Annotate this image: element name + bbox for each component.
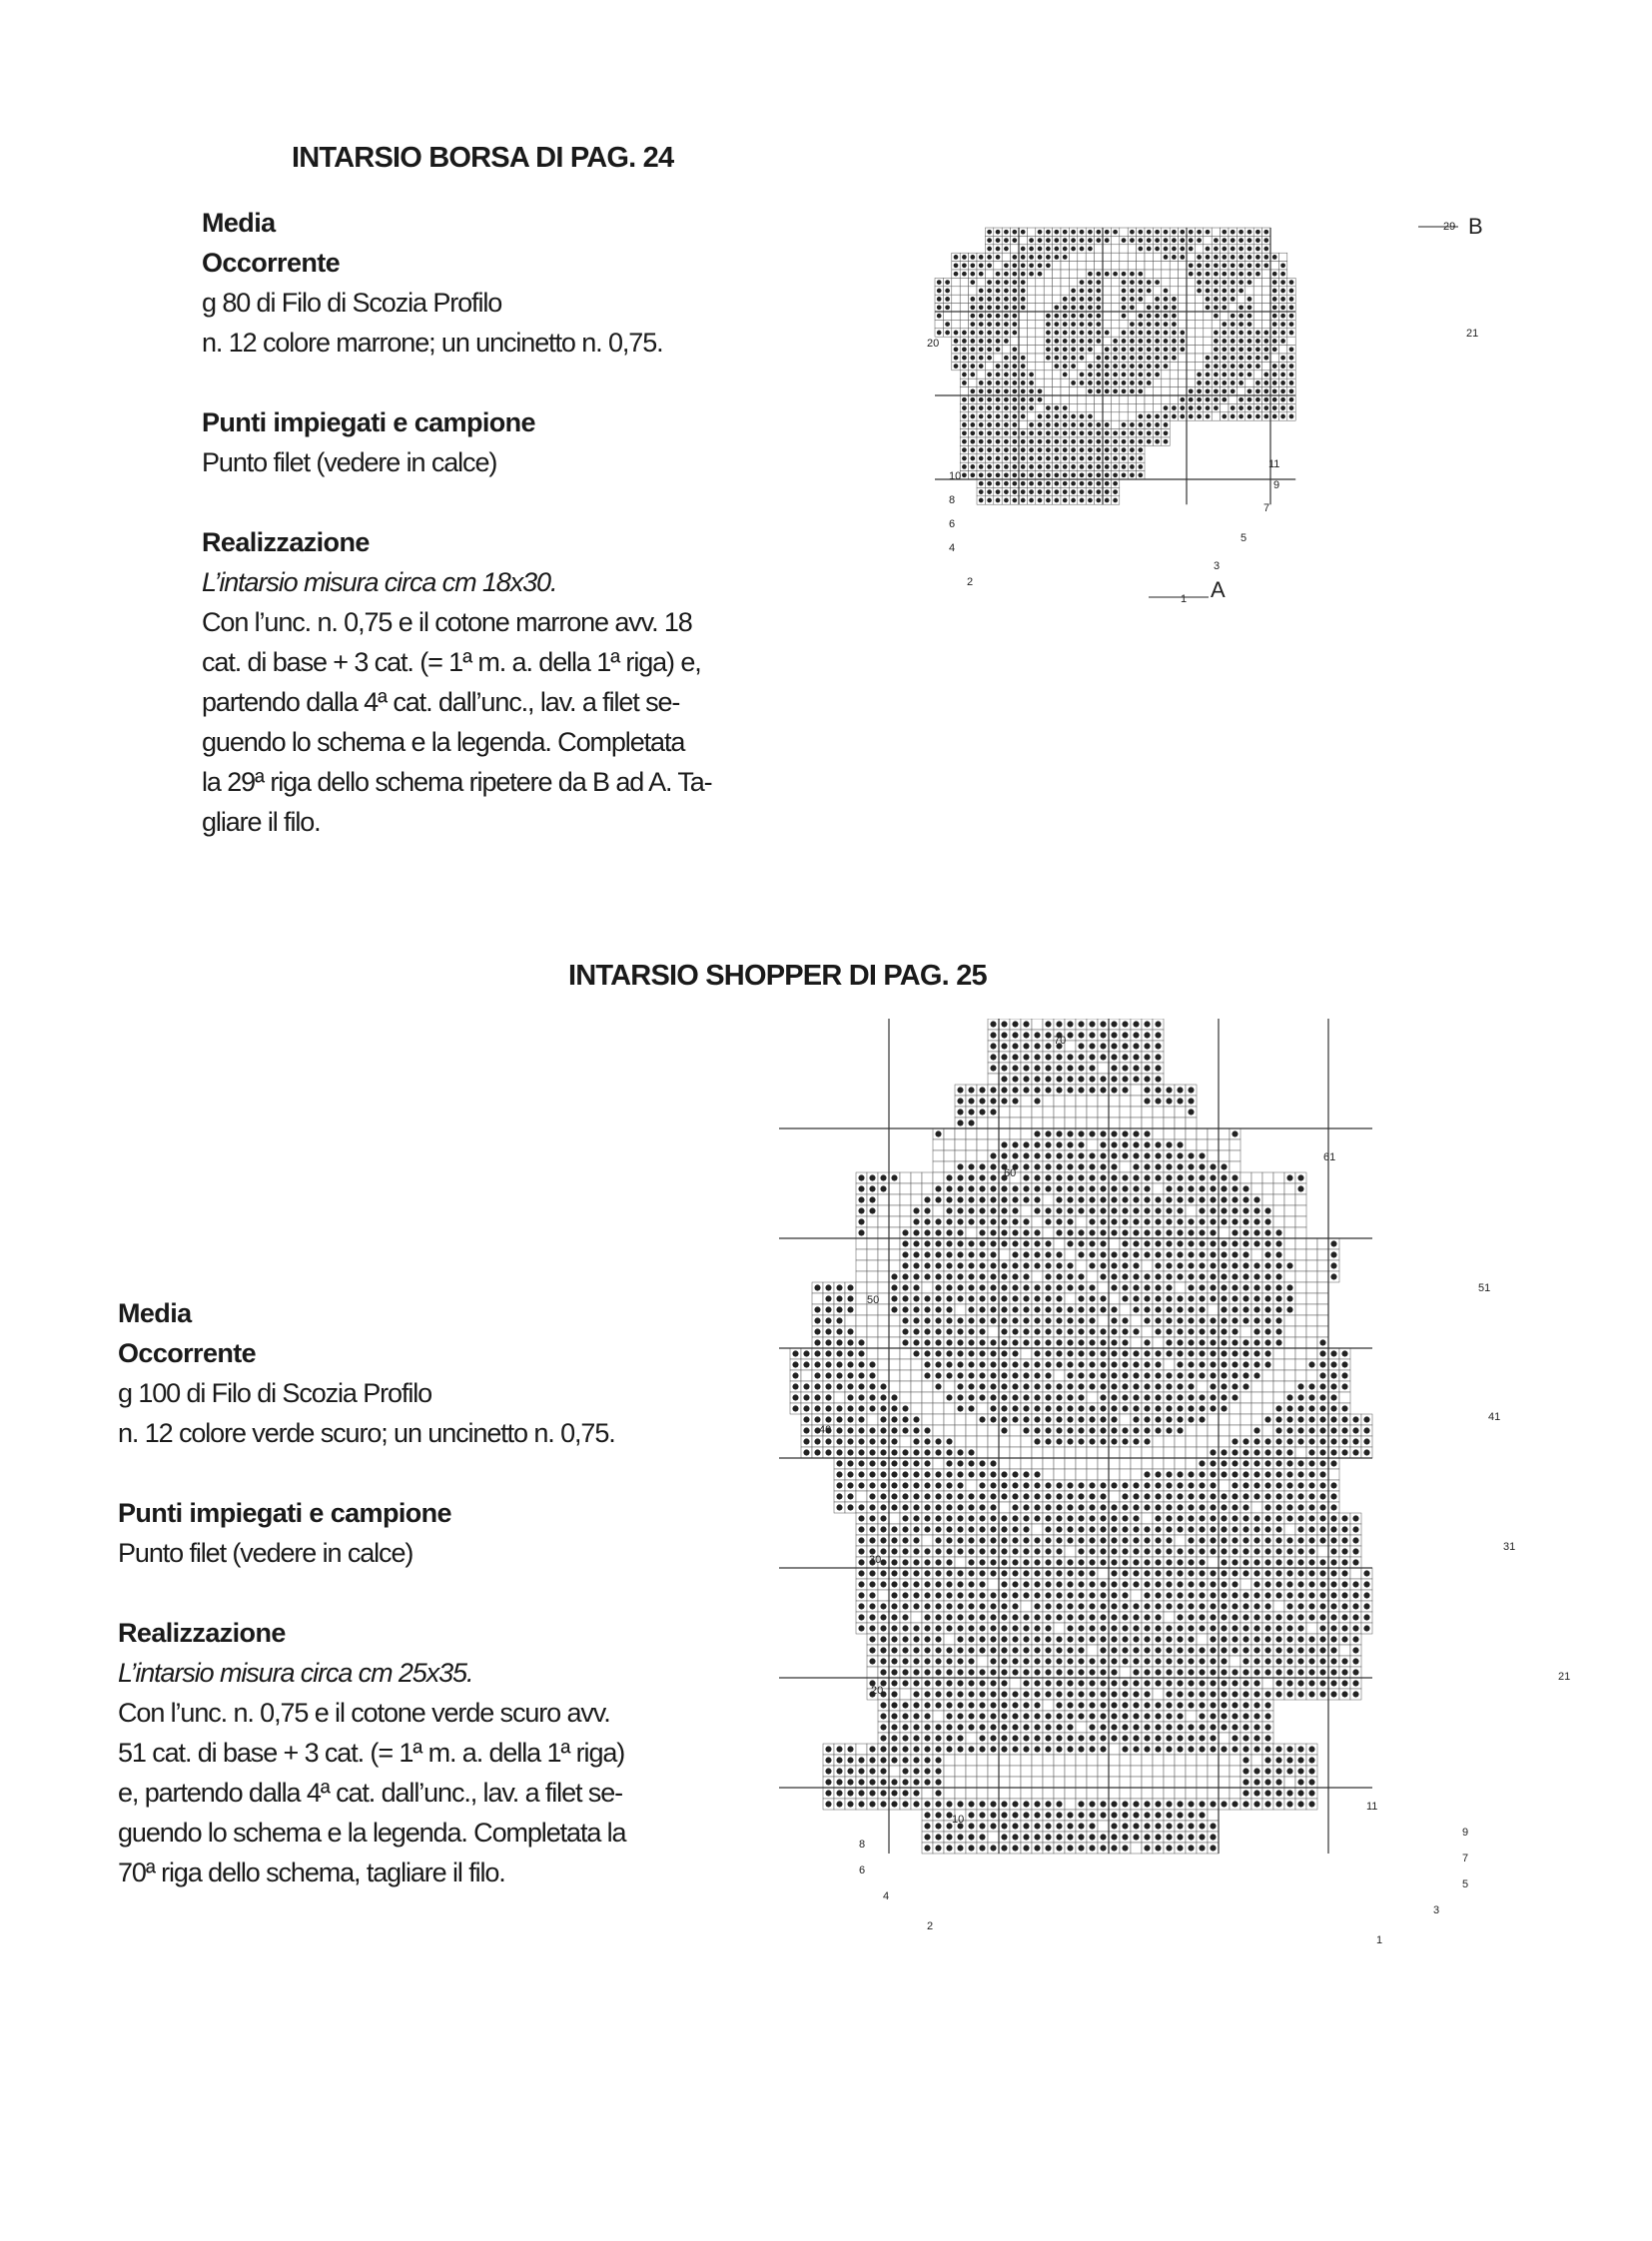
chart-grid xyxy=(779,1019,1372,1854)
instruction-line: gliare il filo. xyxy=(202,807,321,837)
chart-grid xyxy=(935,228,1295,504)
row-label: 11 xyxy=(1268,458,1280,470)
row-label: 6 xyxy=(949,518,956,530)
row-label: 70 xyxy=(1054,1035,1067,1047)
row-label: 31 xyxy=(1503,1541,1516,1553)
row-label: 21 xyxy=(1466,328,1479,340)
row-label: 41 xyxy=(1488,1411,1501,1423)
filet-chart-borsa xyxy=(919,200,1498,619)
row-label: 20 xyxy=(927,338,940,350)
instruction-line: partendo dalla 4ª cat. dall’unc., lav. a filet se- xyxy=(202,687,680,717)
row-label: 7 xyxy=(1462,1853,1469,1865)
row-label: 2 xyxy=(967,576,974,588)
row-label: 4 xyxy=(949,542,956,554)
occorrente-label: Occorrente xyxy=(118,1338,257,1368)
instruction-line: la 29ª riga dello schema ripetere da B ad A. Ta- xyxy=(202,767,712,797)
row-label: 8 xyxy=(949,494,956,506)
row-label: 11 xyxy=(1366,1801,1378,1813)
media-label: Media xyxy=(118,1298,192,1328)
text-column-borsa xyxy=(202,203,712,842)
punti-label: Punti impiegati e campione xyxy=(202,407,535,437)
row-label: 50 xyxy=(867,1294,880,1306)
row-label: 1 xyxy=(1181,593,1188,605)
instruction-line: guendo lo schema e la legenda. Completata xyxy=(202,727,685,757)
row-label: 10 xyxy=(952,1814,965,1826)
row-label: 61 xyxy=(1323,1151,1336,1163)
row-label: 3 xyxy=(1214,560,1221,572)
row-label: 29 xyxy=(1443,221,1456,233)
marker-b: B xyxy=(1468,214,1483,239)
row-label: 2 xyxy=(927,1920,934,1932)
instruction-line: cat. di base + 3 cat. (= 1ª m. a. della 1ª riga) e, xyxy=(202,647,701,677)
punti-text: Punto filet (vedere in calce) xyxy=(118,1538,413,1568)
row-label: 21 xyxy=(1558,1671,1571,1683)
row-label: 5 xyxy=(1462,1878,1469,1890)
row-label: 20 xyxy=(871,1685,884,1697)
row-label: 8 xyxy=(859,1839,866,1851)
row-label: 9 xyxy=(1273,479,1280,491)
row-label: 6 xyxy=(859,1865,866,1876)
instruction-line: 70ª riga dello schema, tagliare il filo. xyxy=(118,1858,505,1887)
row-label: 30 xyxy=(869,1554,882,1566)
punti-label: Punti impiegati e campione xyxy=(118,1498,451,1528)
row-label: 3 xyxy=(1433,1904,1440,1916)
occorrente-label: Occorrente xyxy=(202,248,341,278)
media-label: Media xyxy=(202,208,276,238)
instruction-line: guendo lo schema e la legenda. Completata la xyxy=(118,1818,626,1848)
occorrente-line: n. 12 colore marrone; un uncinetto n. 0,75. xyxy=(202,328,663,358)
occorrente-line: n. 12 colore verde scuro; un uncinetto n. 0,75. xyxy=(118,1418,615,1448)
row-label: 5 xyxy=(1240,532,1247,544)
size-note: L’intarsio misura circa cm 18x30. xyxy=(202,567,557,597)
realizzazione-label: Realizzazione xyxy=(118,1618,286,1648)
occorrente-line: g 100 di Filo di Scozia Profilo xyxy=(118,1378,432,1408)
text-column-shopper xyxy=(118,1293,625,1892)
row-label: 60 xyxy=(1004,1167,1017,1179)
size-note: L’intarsio misura circa cm 25x35. xyxy=(118,1658,473,1688)
row-label: 9 xyxy=(1462,1827,1469,1839)
instruction-line: 51 cat. di base + 3 cat. (= 1ª m. a. della 1ª riga) xyxy=(118,1738,625,1768)
filet-chart-shopper xyxy=(779,1019,1578,1957)
row-label: 10 xyxy=(949,470,962,482)
occorrente-line: g 80 di Filo di Scozia Profilo xyxy=(202,288,502,318)
row-label: 51 xyxy=(1478,1282,1491,1294)
section-title-shopper: INTARSIO SHOPPER DI PAG. 25 xyxy=(568,960,987,992)
row-label: 4 xyxy=(883,1890,890,1902)
realizzazione-label: Realizzazione xyxy=(202,527,370,557)
row-label: 7 xyxy=(1263,502,1270,514)
section-title-borsa: INTARSIO BORSA DI PAG. 24 xyxy=(292,142,674,174)
marker-a: A xyxy=(1211,577,1226,602)
instruction-line: e, partendo dalla 4ª cat. dall’unc., lav. a filet se- xyxy=(118,1778,623,1808)
row-label: 1 xyxy=(1376,1934,1383,1946)
instruction-line: Con l’unc. n. 0,75 e il cotone verde scuro avv. xyxy=(118,1698,610,1728)
instruction-line: Con l’unc. n. 0,75 e il cotone marrone avv. 18 xyxy=(202,607,692,637)
punti-text: Punto filet (vedere in calce) xyxy=(202,447,497,477)
row-label: 40 xyxy=(819,1424,832,1436)
